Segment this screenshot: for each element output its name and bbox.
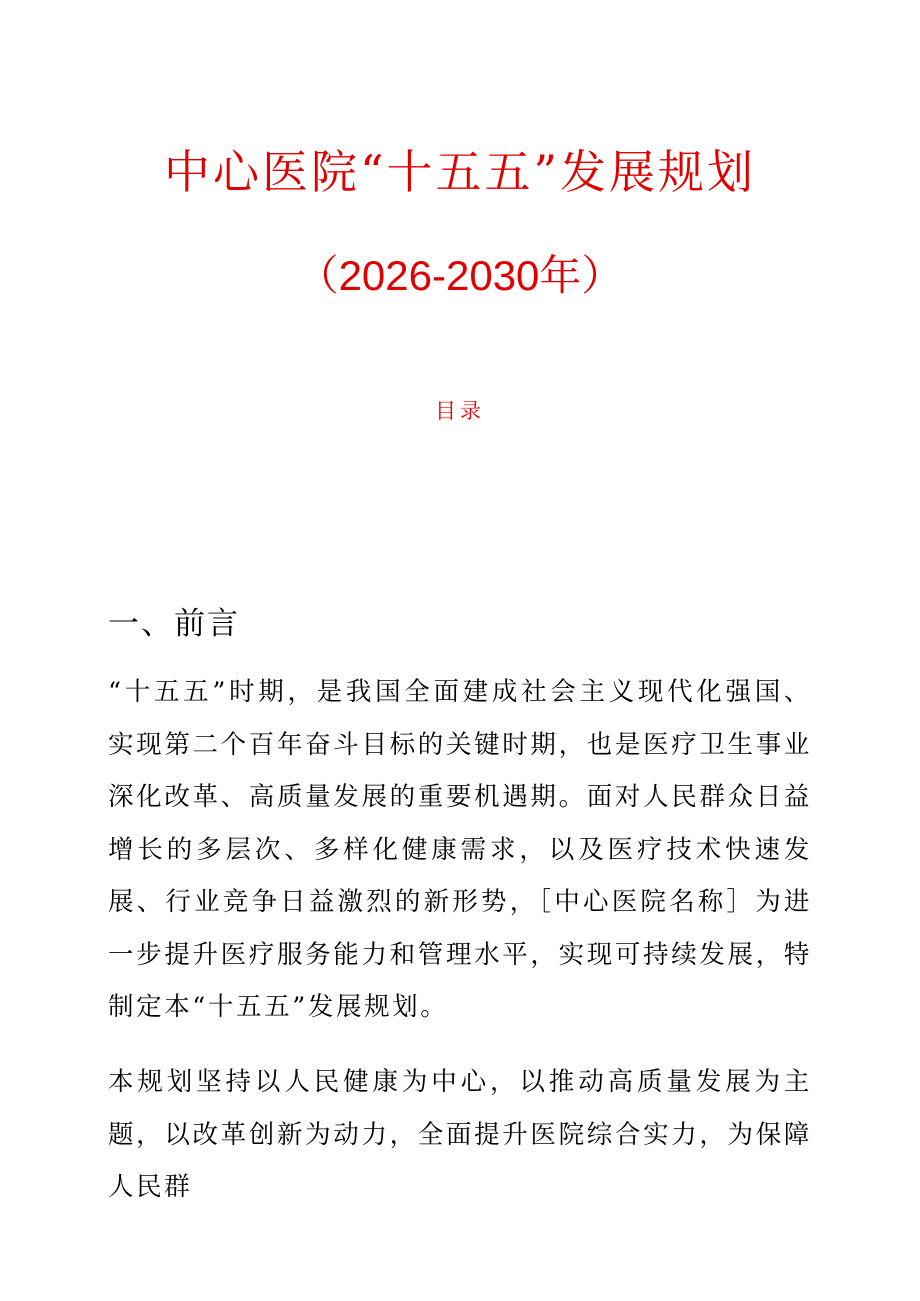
paragraph: “十五五”时期，是我国全面建成社会主义现代化强国、实现第二个百年奋斗目标的关键时期，也是医疗卫生事业深化改革、高质量发展的重要机遇期。面对人民群众日益增长的多层次、多样化健康需求，以及医疗技术快速发展、行业竞争日益激烈的新形势，［中心医院名称］为进一步提升医疗服务能力和管理水平，实现可持续发展，特制定本“十五五”发展规划。 (108, 677, 812, 1022)
document-subtitle: （2026-2030年） (296, 252, 624, 299)
document-title: 中心医院“十五五”发展规划 (163, 145, 757, 199)
paragraph: 本规划坚持以人民健康为中心，以推动高质量发展为主题，以改革创新为动力，全面提升医院综合实力，为保障人民群 (108, 1067, 812, 1202)
toc-label[interactable]: 目录 (435, 399, 485, 423)
section-heading-preface: 一、前言 (108, 606, 240, 642)
